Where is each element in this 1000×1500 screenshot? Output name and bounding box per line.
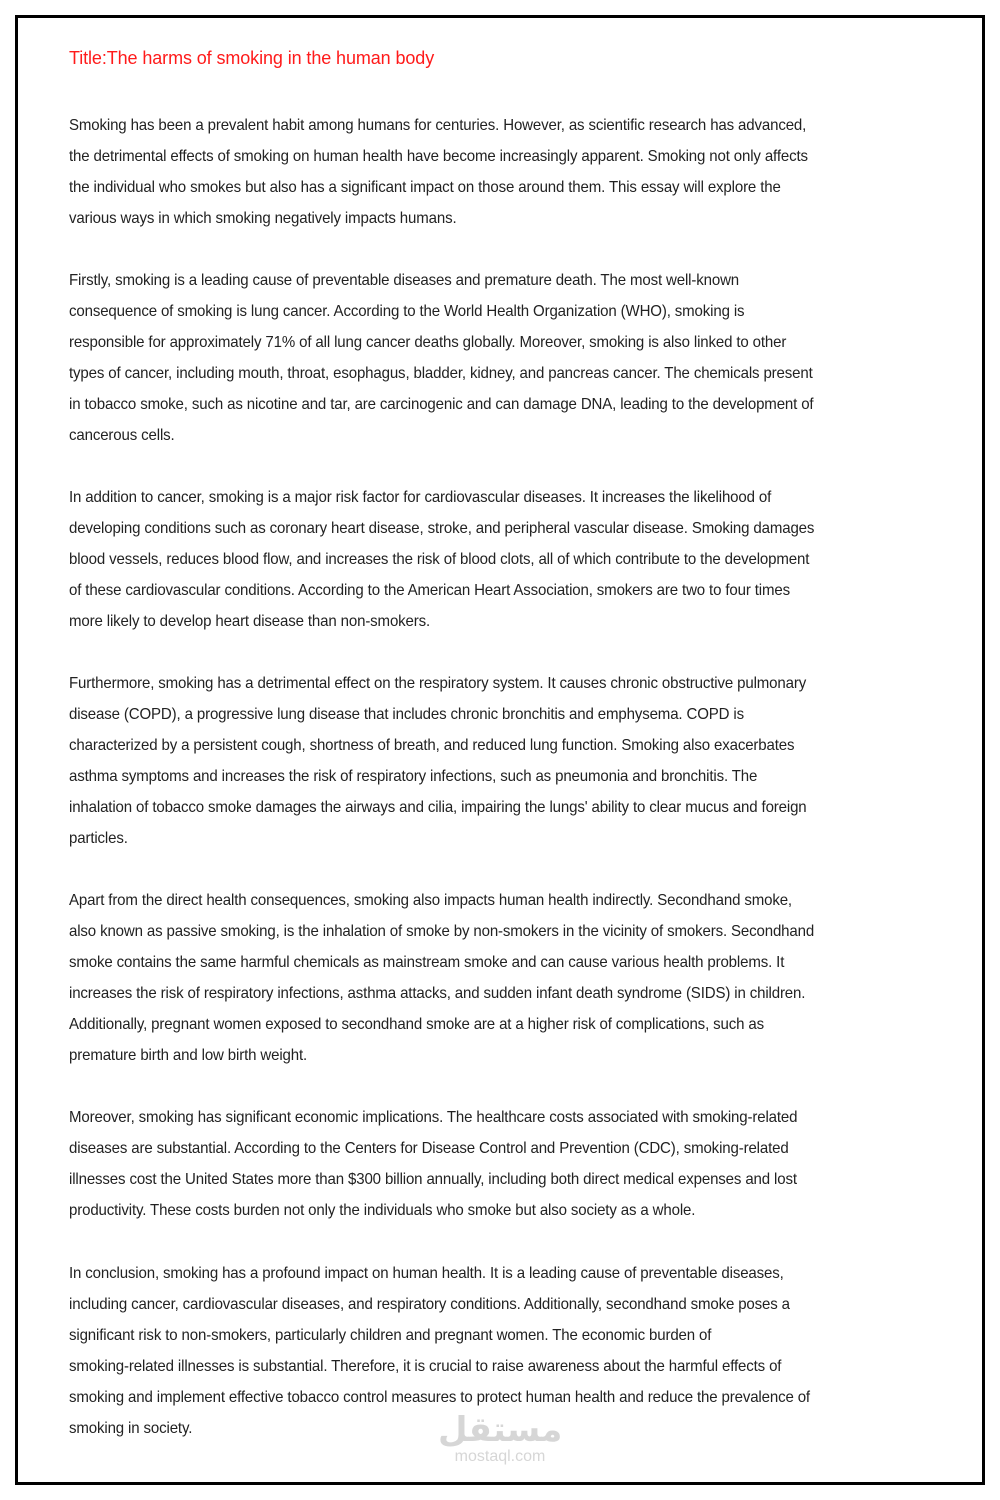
document-title: Title:The harms of smoking in the human body [69, 48, 435, 68]
watermark-logo-latin: mostaql.com [454, 1448, 546, 1465]
paragraph-line: consequence of smoking is lung cancer. According to the World Health Organization (WHO), smoking is [69, 303, 745, 320]
watermark-logo-arabic: مستقل [438, 1410, 563, 1450]
paragraph-line: smoking and implement effective tobacco control measures to protect human health and reduce the prevalence of [69, 1389, 810, 1406]
paragraph-cancer [69, 265, 861, 451]
paragraph-line: Apart from the direct health consequences, smoking also impacts human health indirectly. Secondhand smoke, [69, 892, 792, 909]
paragraph-line: smoke contains the same harmful chemicals as mainstream smoke and can cause various health problems. It [69, 954, 785, 971]
paragraph-line: diseases are substantial. According to the Centers for Disease Control and Prevention (CDC), smoking-related [69, 1140, 789, 1157]
watermark [438, 1412, 562, 1466]
paragraph-line: Moreover, smoking has significant economic implications. The healthcare costs associated with smoking-related [69, 1109, 798, 1126]
paragraph-line: various ways in which smoking negatively impacts humans. [69, 210, 457, 227]
paragraph-line: the individual who smokes but also has a significant impact on those around them. This essay will explore the [69, 179, 781, 196]
paragraph-line: also known as passive smoking, is the inhalation of smoke by non-smokers in the vicinity of smokers. Secondhand [69, 923, 815, 940]
paragraph-line: inhalation of tobacco smoke damages the airways and cilia, impairing the lungs' ability to clear mucus and foreign [69, 799, 807, 816]
paragraph-line: Additionally, pregnant women exposed to secondhand smoke are at a higher risk of complications, such as [69, 1016, 764, 1033]
paragraph-line: developing conditions such as coronary heart disease, stroke, and peripheral vascular disease. Smoking damages [69, 520, 815, 537]
paragraph-line: Smoking has been a prevalent habit among humans for centuries. However, as scientific research has advanced, [69, 117, 807, 134]
paragraph-line: significant risk to non-smokers, particularly children and pregnant women. The economic burden of [69, 1327, 712, 1344]
paragraph-line: smoking in society. [69, 1420, 193, 1437]
paragraph-line: Furthermore, smoking has a detrimental effect on the respiratory system. It causes chronic obstructive pulmonary [69, 675, 807, 692]
paragraph-line: characterized by a persistent cough, shortness of breath, and reduced lung function. Smoking also exacerbates [69, 737, 795, 754]
paragraph-line: in tobacco smoke, such as nicotine and tar, are carcinogenic and can damage DNA, leading to the development of [69, 396, 814, 413]
paragraph-line: more likely to develop heart disease than non-smokers. [69, 613, 431, 630]
paragraph-line: of these cardiovascular conditions. According to the American Heart Association, smokers are two to four times [69, 582, 790, 599]
paragraph-line: premature birth and low birth weight. [69, 1047, 308, 1064]
paragraph-cardiovascular [69, 482, 862, 637]
paragraph-line: the detrimental effects of smoking on human health have become increasingly apparent. Smoking not only affects [69, 148, 808, 165]
paragraph-economic [69, 1102, 844, 1226]
paragraph-line: including cancer, cardiovascular diseases, and respiratory conditions. Additionally, secondhand smoke poses a [69, 1296, 790, 1313]
paragraph-secondhand [69, 885, 862, 1071]
paragraph-line: disease (COPD), a progressive lung disease that includes chronic bronchitis and emphysema. COPD is [69, 706, 745, 723]
paragraph-line: cancerous cells. [69, 427, 175, 444]
paragraph-line: smoking-related illnesses is substantial. Therefore, it is crucial to raise awareness about the harmful effects of [69, 1358, 782, 1375]
paragraph-line: In conclusion, smoking has a profound impact on human health. It is a leading cause of preventable diseases, [69, 1265, 784, 1282]
paragraph-line: types of cancer, including mouth, throat, esophagus, bladder, kidney, and pancreas cancer. The chemicals present [69, 365, 813, 382]
paragraph-intro [69, 110, 855, 234]
paragraph-line: In addition to cancer, smoking is a major risk factor for cardiovascular diseases. It increases the likelihood of [69, 489, 772, 506]
paragraph-line: illnesses cost the United States more than $300 billion annually, including both direct medical expenses and lost [69, 1171, 797, 1188]
paragraph-line: particles. [69, 830, 128, 847]
paragraph-respiratory [69, 668, 854, 854]
paragraph-line: increases the risk of respiratory infections, asthma attacks, and sudden infant death syndrome (SIDS) in children. [69, 985, 806, 1002]
paragraph-line: Firstly, smoking is a leading cause of preventable diseases and premature death. The most well-known [69, 272, 740, 289]
paragraph-line: productivity. These costs burden not only the individuals who smoke but also society as a whole. [69, 1202, 696, 1219]
paragraph-line: asthma symptoms and increases the risk of respiratory infections, such as pneumonia and bronchitis. The [69, 768, 758, 785]
paragraph-line: blood vessels, reduces blood flow, and increases the risk of blood clots, all of which contribute to the development [69, 551, 810, 568]
paragraph-line: responsible for approximately 71% of all lung cancer deaths globally. Moreover, smoking is also linked to other [69, 334, 787, 351]
